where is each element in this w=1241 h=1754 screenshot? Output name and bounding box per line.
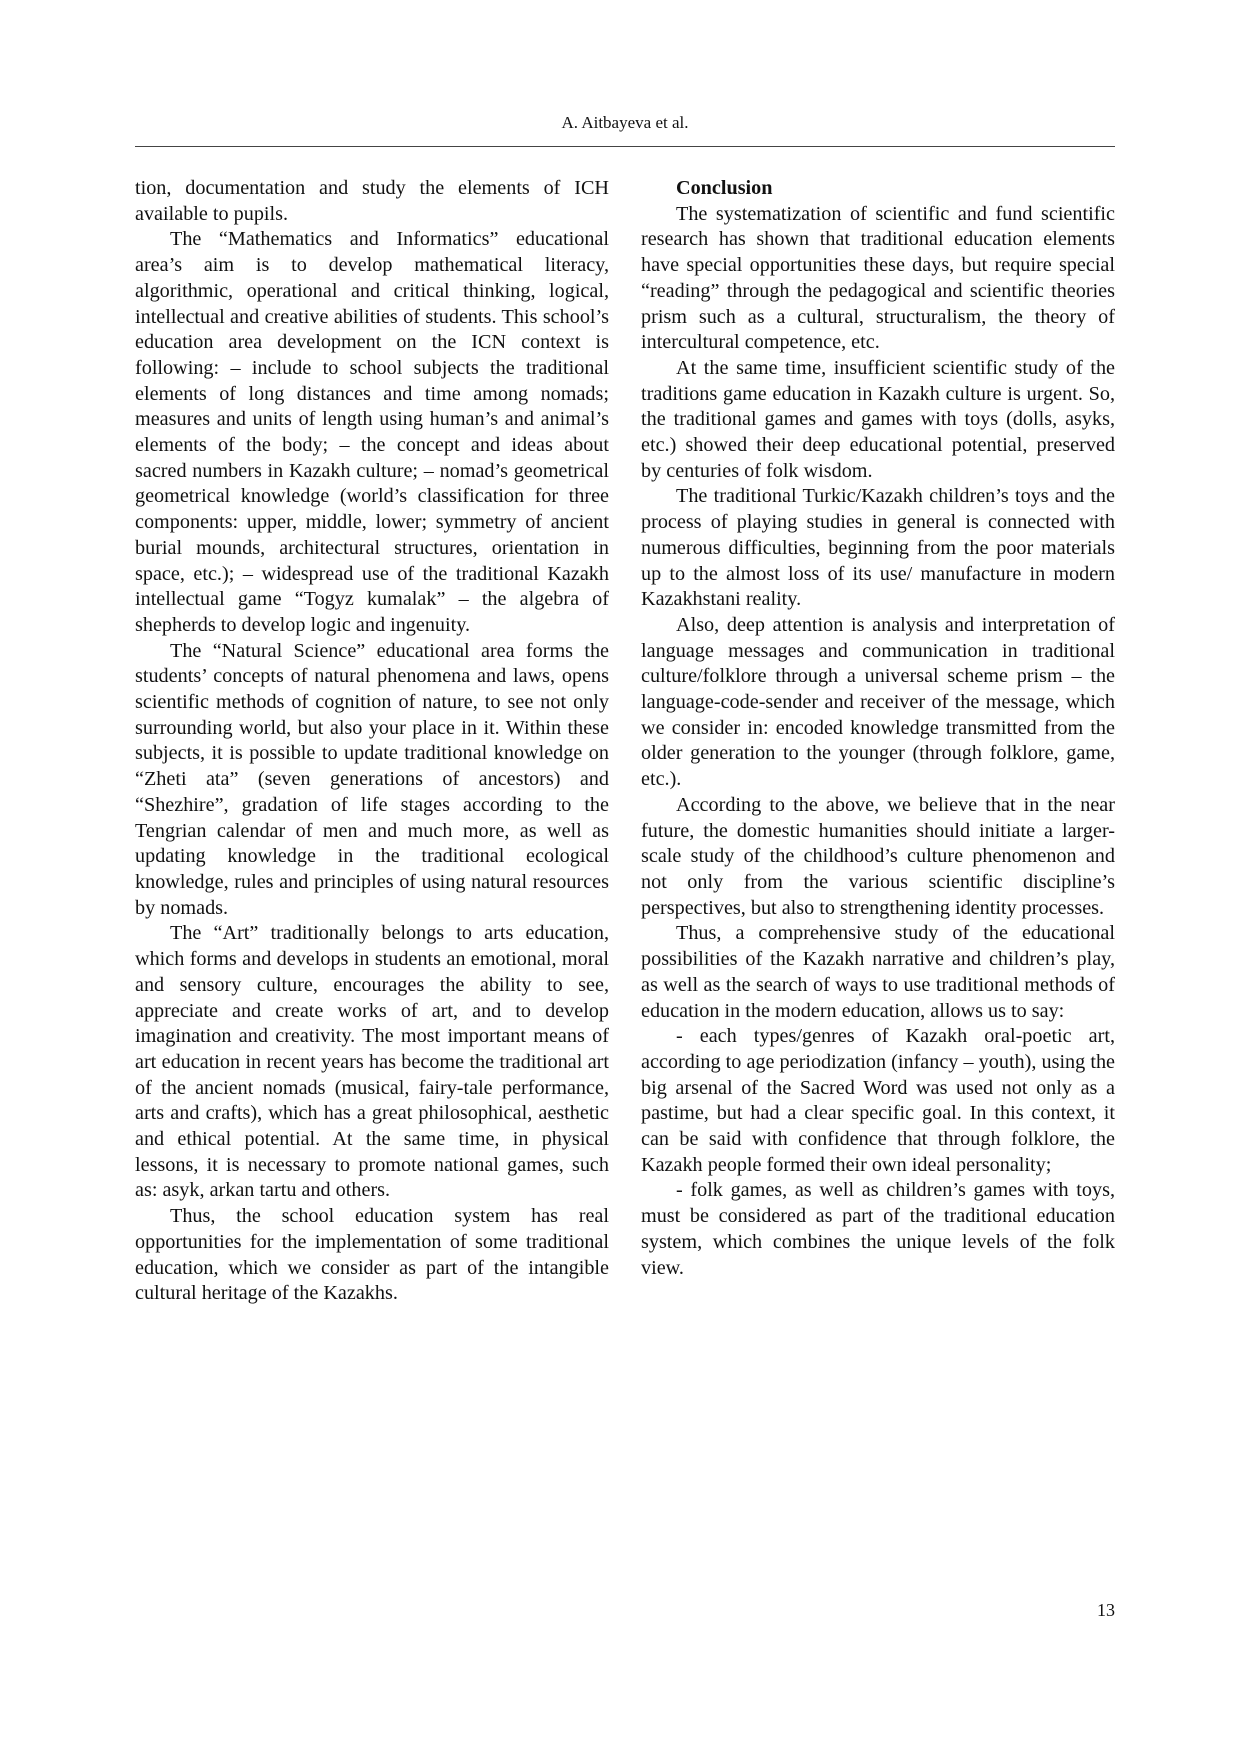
paragraph-continued: tion, documentation and study the elements of ICH available to pupils. (135, 177, 609, 225)
paragraph-natural-science: The “Natural Science” educational area forms the students’ concepts of natural phenomena and laws, opens scientific methods of cognition of nature, to see not only surrounding world, but also your place in it. Within these subjects, it is possible to update traditional knowledge on “Zheti ata” (seven generations of ancestors) and “Shezhire”, gradation of life stages according to the Tengrian calendar of men and much more, as well as updating knowledge in the traditional ecological knowledge, rules and principles of using natural resources by nomads. (135, 639, 609, 919)
paragraph-summary: Thus, the school education system has real opportunities for the implementation of some traditional education, which we consider as part of the intangible cultural heritage of the Kazakhs. (135, 1205, 609, 1305)
section-title: Conclusion (676, 177, 773, 199)
paragraph-mathematics: The “Mathematics and Informatics” educational area’s aim is to develop mathematical literacy, algorithmic, operational and critical thinking, logical, intellectual and creative abilities of students. This school’s education area development on the ICN context is following: – include to school subjects the traditional elements of long distances and time among nomads; measures and units of length using human’s and animal’s elements of the body; – the concept and ideas about sacred numbers in Kazakh culture; – nomad’s geometrical geometrical knowledge (world’s classification for three components: upper, middle, lower; symmetry of ancient burial mounds, architectural structures, orientation in space, etc.); – widespread use of the traditional Kazakh intellectual game “Togyz kumalak” – the algebra of shepherds to develop logic and ingenuity. (135, 228, 609, 636)
right-column (641, 176, 1115, 1281)
conclusion-paragraph: At the same time, insufficient scientific study of the traditions game education in Kazakh culture is urgent. So, the traditional games and games with toys (dolls, asyks, etc.) showed their deep educational potential, preserved by centuries of folk wisdom. (641, 356, 1115, 482)
header-rule (135, 146, 1115, 147)
page-number: 13 (1097, 1600, 1115, 1620)
conclusion-paragraph: Also, deep attention is analysis and interpretation of language messages and communication in traditional culture/folklore through a universal scheme prism – the language-code-sender and receiver of the message, which we consider in: encoded knowledge transmitted from the older generation to the younger (through folklore, game, etc.). (641, 613, 1115, 791)
conclusion-paragraph: Thus, a comprehensive study of the educational possibilities of the Kazakh narrative and children’s play, as well as the search of ways to use traditional methods of education in the modern education, allows us to say: (641, 922, 1115, 1022)
running-head: A. Aitbayeva et al. (561, 113, 689, 132)
paragraph-art: The “Art” traditionally belongs to arts education, which forms and develops in students an emotional, moral and sensory culture, encourages the ability to see, appreciate and create works of art, and to develop imagination and creativity. The most important means of art education in recent years has become the traditional art of the ancient nomads (musical, fairy-tale performance, arts and crafts), which has a great philosophical, aesthetic and ethical potential. At the same time, in physical lessons, it is necessary to promote national games, such as: asyk, arkan tartu and others. (135, 922, 609, 1202)
conclusion-paragraph: The systematization of scientific and fund scientific research has shown that traditional education elements have special opportunities these days, but require special “reading” through the pedagogical and scientific theories prism such as a cultural, structuralism, the theory of intercultural competence, etc. (641, 202, 1115, 354)
conclusion-paragraph: According to the above, we believe that in the near future, the domestic humanities should initiate a larger-scale study of the childhood’s culture phenomenon and not only from the various scientific discipline’s perspectives, but also to strengthening identity processes. (641, 793, 1115, 919)
left-column (135, 176, 609, 1307)
conclusion-list-item: - folk games, as well as children’s games with toys, must be considered as part of the traditional education system, which combines the unique levels of the folk view. (641, 1179, 1115, 1279)
conclusion-paragraph: The traditional Turkic/Kazakh children’s toys and the process of playing studies in general is connected with numerous difficulties, beginning from the poor materials up to the almost loss of its use/ manufacture in modern Kazakhstani reality. (641, 485, 1115, 611)
conclusion-list-item: - each types/genres of Kazakh oral-poetic art, according to age periodization (infancy – youth), using the big arsenal of the Sacred Word was used not only as a pastime, but had a clear specific goal. In this context, it can be said with confidence that through folklore, the Kazakh people formed their own ideal personality; (641, 1025, 1115, 1176)
